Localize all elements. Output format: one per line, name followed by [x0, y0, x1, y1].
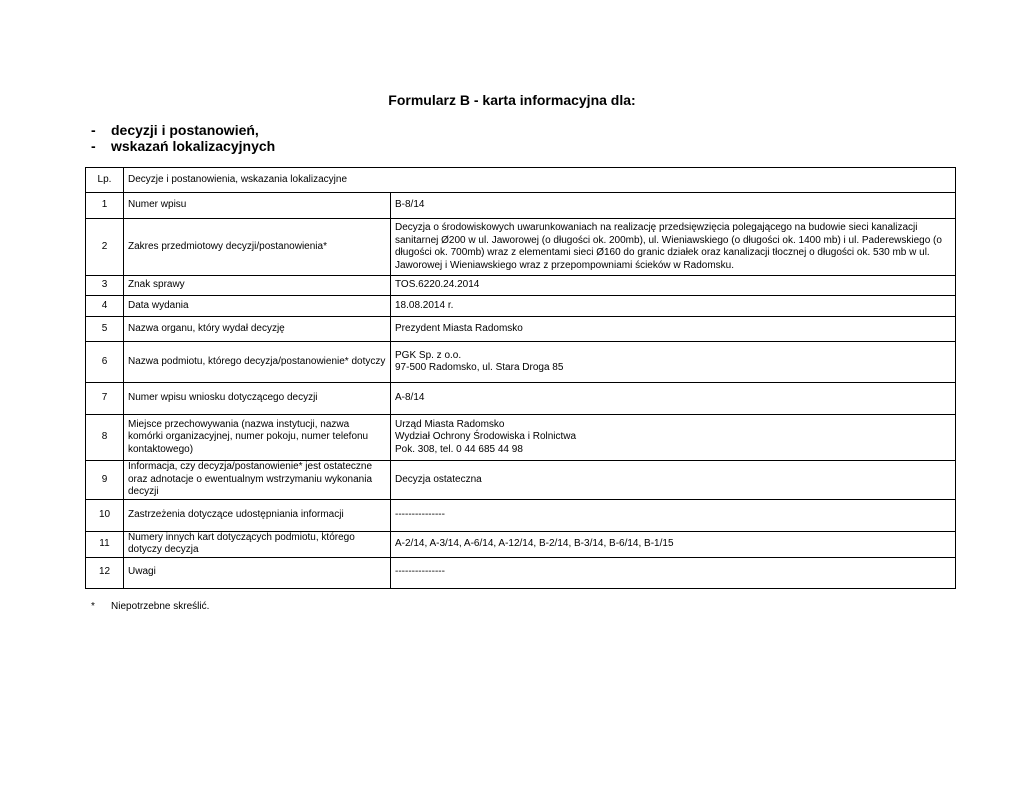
table-row: [86, 193, 956, 219]
row-label: Nazwa organu, który wydał decyzję: [124, 317, 391, 342]
value-line: TOS.6220.24.2014: [395, 279, 480, 291]
value-line: B-8/14: [395, 199, 425, 211]
row-number: 3: [86, 276, 124, 296]
row-label: Nazwa podmiotu, którego decyzja/postanowienie* dotyczy: [124, 342, 391, 383]
table-row: [86, 296, 956, 317]
row-number: 9: [86, 461, 124, 500]
value-line: PGK Sp. z o.o.: [395, 349, 462, 361]
row-label: Zakres przedmiotowy decyzji/postanowienia*: [124, 219, 391, 276]
info-table: [85, 167, 956, 589]
value-line: Urząd Miasta Radomsko: [395, 418, 505, 430]
row-label: Uwagi: [124, 557, 391, 588]
value-line: ---------------: [395, 508, 445, 520]
footnote-mark: *: [91, 601, 95, 612]
table-header-row: [86, 168, 956, 193]
bullet-dash: -: [91, 137, 96, 154]
row-value: [391, 193, 956, 219]
row-number: 7: [86, 383, 124, 415]
row-label: Miejsce przechowywania (nazwa instytucji, nazwa komórki organizacyjnej, numer pokoju, numer telefonu kontaktowego): [124, 415, 391, 461]
value-line: Pok. 308, tel. 0 44 685 44 98: [395, 443, 523, 455]
table-row: [86, 383, 956, 415]
header-lp: Lp.: [86, 168, 124, 193]
header-label: Decyzje i postanowienia, wskazania lokalizacyjne: [124, 168, 956, 193]
value-line: Wydział Ochrony Środowiska i Rolnictwa: [395, 431, 577, 443]
bullet-text: decyzji i postanowień,: [111, 122, 259, 138]
row-number: 6: [86, 342, 124, 383]
row-label: Informacja, czy decyzja/postanowienie* jest ostateczne oraz adnotacje o ewentualnym wstrzymaniu wykonania decyzji: [124, 461, 391, 500]
row-label: Numer wpisu wniosku dotyczącego decyzji: [124, 383, 391, 415]
table-row: [86, 317, 956, 342]
row-number: 12: [86, 557, 124, 588]
row-label: Numery innych kart dotyczących podmiotu, którego dotyczy decyzja: [124, 531, 391, 557]
row-value: [391, 383, 956, 415]
table-row: [86, 342, 956, 383]
table-row: [86, 499, 956, 531]
value-line: ---------------: [395, 566, 445, 578]
row-value: [391, 461, 956, 500]
row-value: [391, 296, 956, 317]
row-label: Znak sprawy: [124, 276, 391, 296]
table-row: [86, 461, 956, 500]
table-row: [86, 415, 956, 461]
row-value: [391, 276, 956, 296]
table-row: [86, 531, 956, 557]
row-value: [391, 499, 956, 531]
row-value: [391, 342, 956, 383]
row-label: Data wydania: [124, 296, 391, 317]
bullet-dash: -: [91, 122, 96, 138]
value-line: Prezydent Miasta Radomsko: [395, 322, 523, 334]
page-title: Formularz B - karta informacyjna dla:: [388, 92, 636, 108]
table-row: [86, 557, 956, 588]
row-number: 8: [86, 415, 124, 461]
value-line: A-2/14, A-3/14, A-6/14, A-12/14, B-2/14, B-3/14, B-6/14, B-1/15: [395, 537, 674, 549]
row-number: 4: [86, 296, 124, 317]
row-number: 11: [86, 531, 124, 557]
table-row: [86, 219, 956, 276]
table-row: [86, 276, 956, 296]
row-number: 2: [86, 219, 124, 276]
footnote-text: Niepotrzebne skreślić.: [111, 601, 210, 612]
value-line: Decyzja o środowiskowych uwarunkowaniach na realizację przedsięwzięcia polegającego na budowie sieci kanalizacji sanitarnej Ø200 w ul. Jaworowej (o długości ok. 200mb), ul. Wieniawskiego (o długości ok. 1400 mb) i ul. Paderewskiego (o długości ok. 700mb) wraz z elementami sieci Ø160 do granic działek oraz kanalizacji tłocznej o długości ok. 530 mb w ul. Jaworowej i Wieniawskiego wraz z przepompowniami ścieków w Radomsku.: [395, 222, 942, 271]
value-line: A-8/14: [395, 392, 425, 404]
row-value: [391, 219, 956, 276]
bullet-list: [91, 123, 275, 154]
row-value: [391, 557, 956, 588]
bullet-item: [91, 123, 275, 139]
row-number: 5: [86, 317, 124, 342]
row-value: [391, 415, 956, 461]
bullet-item: [91, 139, 275, 155]
footnote: [91, 601, 209, 612]
row-number: 10: [86, 499, 124, 531]
row-value: [391, 531, 956, 557]
value-line: 97-500 Radomsko, ul. Stara Droga 85: [395, 362, 564, 373]
row-number: 1: [86, 193, 124, 219]
bullet-text: wskazań lokalizacyjnych: [111, 137, 276, 154]
value-line: Decyzja ostateczna: [395, 473, 482, 485]
row-label: Numer wpisu: [124, 193, 391, 219]
row-label: Zastrzeżenia dotyczące udostępniania informacji: [124, 499, 391, 531]
value-line: 18.08.2014 r.: [395, 299, 454, 311]
row-value: [391, 317, 956, 342]
